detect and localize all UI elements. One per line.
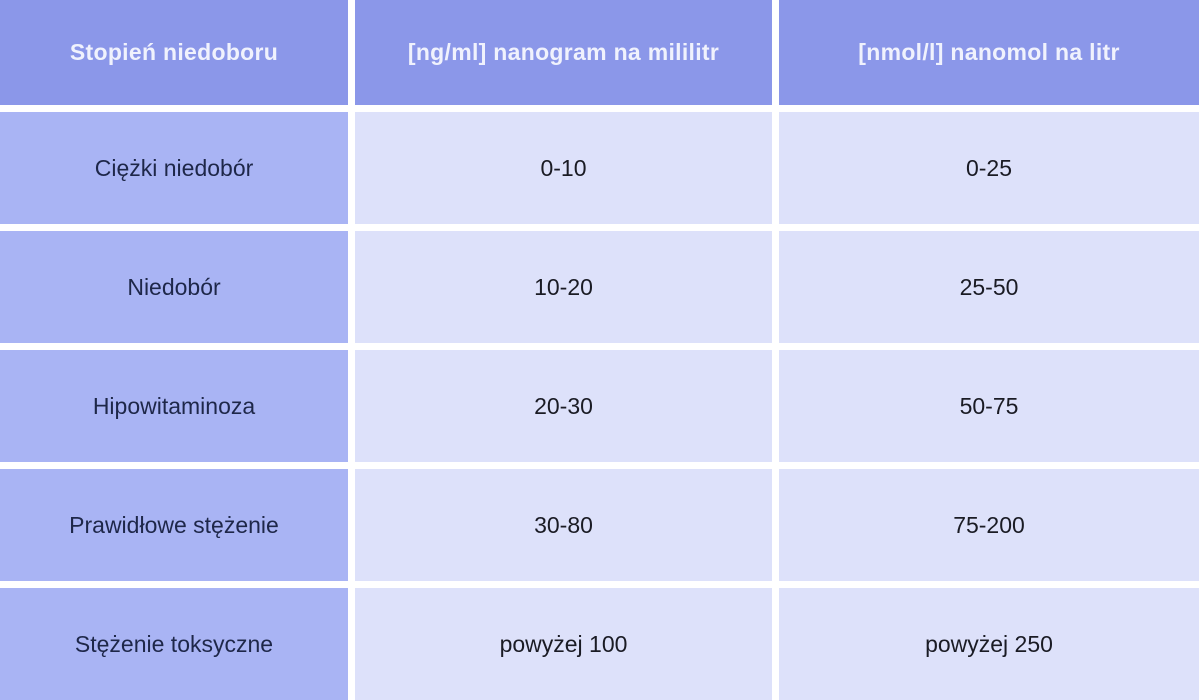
column-header-nmol-l: [nmol/l] nanomol na litr <box>779 0 1199 105</box>
value-hipowitaminoza-ng-ml: 20-30 <box>355 350 772 462</box>
value-ciezki-niedobor-nmol-l: 0-25 <box>779 112 1199 224</box>
column-header-ng-ml: [ng/ml] nanogram na mililitr <box>355 0 772 105</box>
row-label-niedobor: Niedobór <box>0 231 348 343</box>
value-hipowitaminoza-nmol-l: 50-75 <box>779 350 1199 462</box>
value-stezenie-toksyczne-ng-ml: powyżej 100 <box>355 588 772 700</box>
row-label-prawidlowe-stezenie: Prawidłowe stężenie <box>0 469 348 581</box>
value-ciezki-niedobor-ng-ml: 0-10 <box>355 112 772 224</box>
value-prawidlowe-stezenie-ng-ml: 30-80 <box>355 469 772 581</box>
value-niedobor-ng-ml: 10-20 <box>355 231 772 343</box>
column-header-stopien-niedoboru: Stopień niedoboru <box>0 0 348 105</box>
row-label-hipowitaminoza: Hipowitaminoza <box>0 350 348 462</box>
value-niedobor-nmol-l: 25-50 <box>779 231 1199 343</box>
value-prawidlowe-stezenie-nmol-l: 75-200 <box>779 469 1199 581</box>
row-label-stezenie-toksyczne: Stężenie toksyczne <box>0 588 348 700</box>
row-label-ciezki-niedobor: Ciężki niedobór <box>0 112 348 224</box>
value-stezenie-toksyczne-nmol-l: powyżej 250 <box>779 588 1199 700</box>
